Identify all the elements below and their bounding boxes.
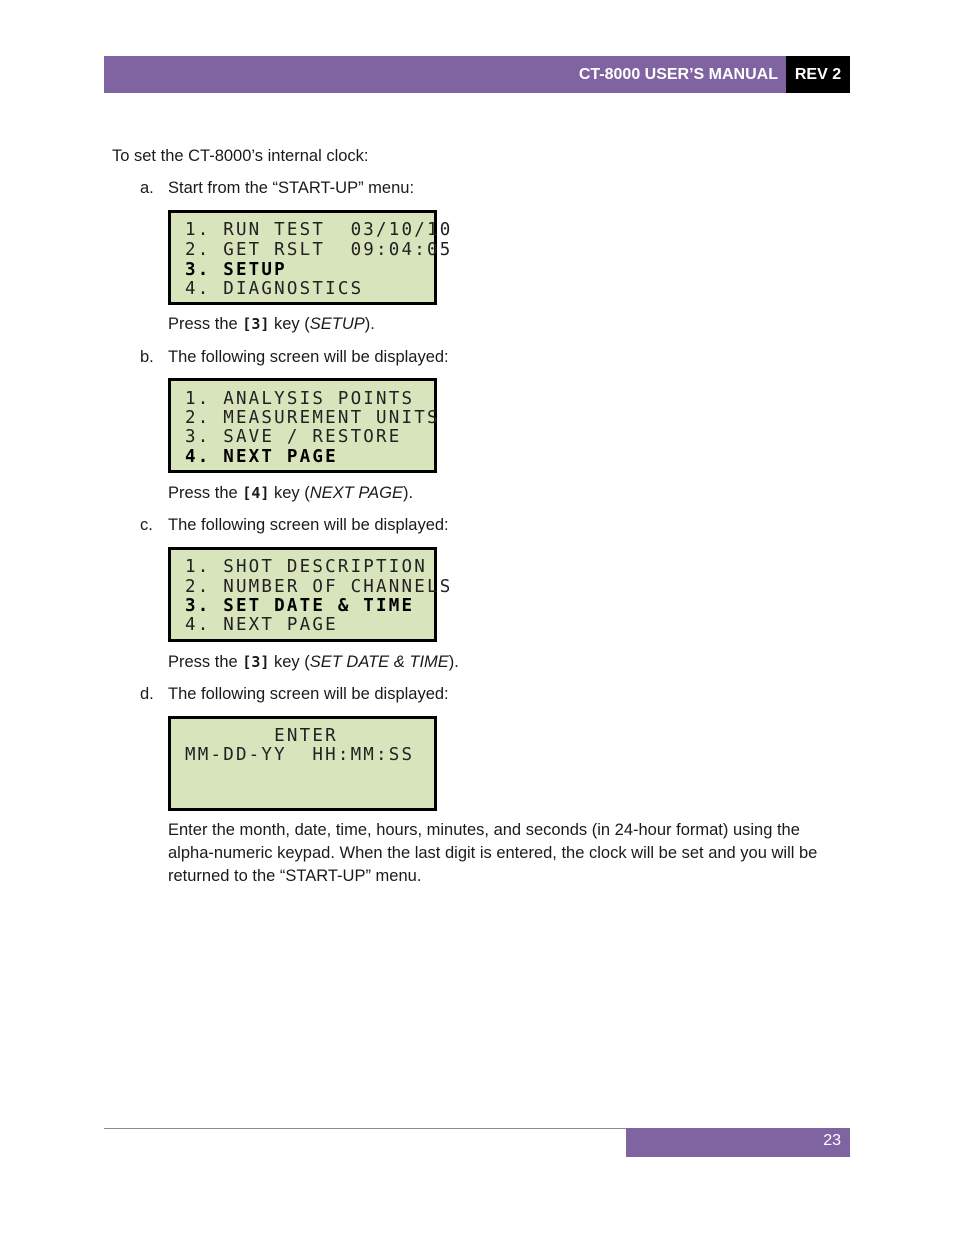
final-paragraph: Enter the month, date, time, hours, minutes, and seconds (in 24-hour format) using the alpha-numeric keypad. When the last digit is entered, the clock will be set and you will be returned to the “START-UP” menu. — [168, 821, 818, 885]
press-suffix: ). — [402, 484, 414, 502]
step-text: The following screen will be displayed: — [168, 516, 449, 534]
press-instruction — [168, 651, 459, 674]
press-prefix: Press the — [168, 315, 243, 333]
action-name: SETUP — [309, 315, 365, 333]
press-middle: key ( — [269, 484, 310, 502]
manual-title: CT-8000 USER’S MANUAL — [578, 66, 778, 83]
step-marker: c. — [140, 516, 153, 534]
lcd-screen-startup — [168, 210, 453, 305]
lcd-line: ENTER — [185, 726, 338, 746]
press-instruction — [168, 482, 413, 505]
key-label: [4] — [242, 484, 270, 502]
press-prefix: Press the — [168, 653, 243, 671]
lcd-line: 2. MEASUREMENT UNITS — [185, 408, 440, 428]
step-text: The following screen will be displayed: — [168, 685, 449, 703]
step-text: The following screen will be displayed: — [168, 348, 449, 366]
press-middle: key ( — [269, 315, 310, 333]
lcd-line: 1. SHOT DESCRIPTION — [185, 557, 427, 577]
step-marker: b. — [140, 348, 154, 366]
lcd-screen-enter-date — [168, 716, 437, 811]
step-marker: a. — [140, 179, 154, 197]
key-label: [3] — [242, 315, 270, 333]
lcd-line: 4. DIAGNOSTICS — [185, 279, 364, 299]
intro-text: To set the CT-8000’s internal clock: — [112, 147, 369, 165]
lcd-screen-next-page — [168, 547, 453, 642]
lcd-line-highlighted: 3. SET DATE & TIME — [185, 596, 415, 616]
lcd-line-highlighted: 3. SETUP — [185, 260, 287, 280]
revision-badge: REV 2 — [786, 56, 850, 93]
footer-page-box — [626, 1128, 850, 1157]
lcd-line: 1. ANALYSIS POINTS — [185, 389, 415, 409]
lcd-line: 2. GET RSLT 09:04:05 — [185, 240, 453, 260]
lcd-line: 3. SAVE / RESTORE — [185, 427, 402, 447]
action-name: NEXT PAGE — [309, 484, 403, 502]
lcd-line: 1. RUN TEST 03/10/10 — [185, 220, 453, 240]
step-marker: d. — [140, 685, 154, 703]
action-name: SET DATE & TIME — [309, 653, 449, 671]
page-number: 23 — [823, 1132, 841, 1149]
lcd-line: MM-DD-YY HH:MM:SS — [185, 745, 415, 765]
press-suffix: ). — [448, 653, 459, 671]
press-instruction — [168, 313, 375, 336]
footer-rule — [104, 1128, 626, 1129]
press-prefix: Press the — [168, 484, 243, 502]
lcd-line-highlighted: 4. NEXT PAGE — [185, 447, 338, 467]
press-suffix: ). — [364, 315, 375, 333]
press-middle: key ( — [269, 653, 310, 671]
header-bar — [104, 56, 786, 93]
step-text: Start from the “START-UP” menu: — [168, 179, 415, 197]
lcd-screen-setup — [168, 378, 440, 473]
key-label: [3] — [242, 653, 270, 671]
lcd-line: 4. NEXT PAGE — [185, 615, 338, 635]
lcd-line: 2. NUMBER OF CHANNELS — [185, 577, 453, 597]
